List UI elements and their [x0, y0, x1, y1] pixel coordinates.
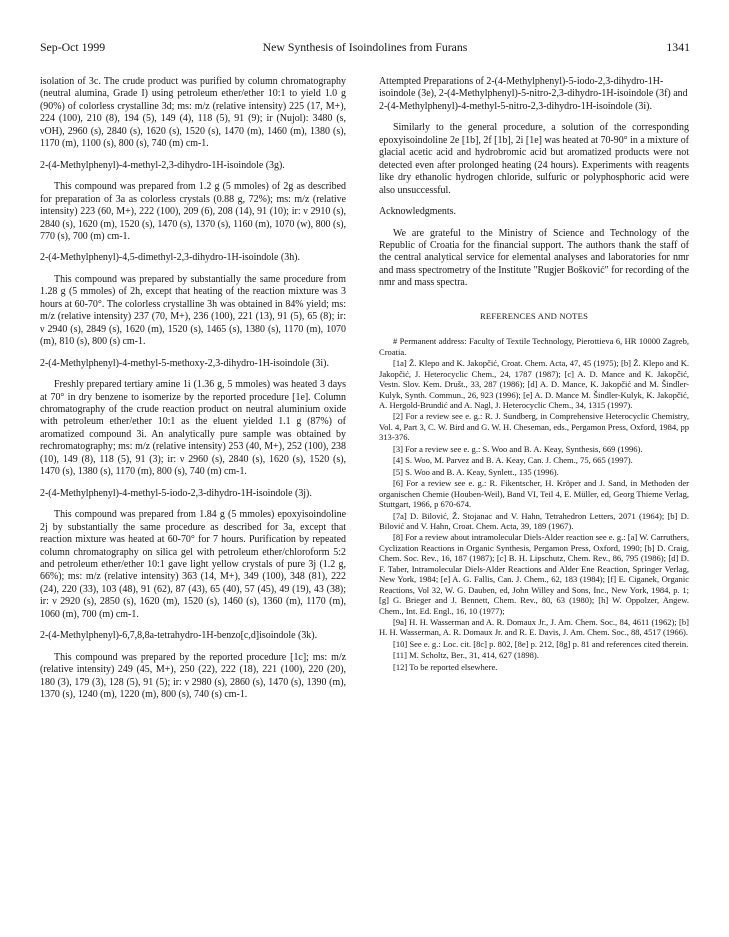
page-number: 1341 — [666, 40, 690, 54]
left-column — [40, 76, 346, 701]
reference-item: [9a] H. H. Wasserman and A. R. Domaux Jr., J. Am. Chem. Soc., 84, 4611 (1962); [b] H. H. Wasserman, A. R. Domaux Jr. and R. E. Davis, J. Am. Chem. Soc., 88, 4517 (1966). — [379, 617, 689, 638]
compound-heading-3h: 2-(4-Methylphenyl)-4,5-dimethyl-2,3-dihydro-1H-isoindole (3h). — [40, 252, 300, 264]
reference-list — [379, 336, 689, 672]
body-paragraph: Freshly prepared tertiary amine 1i (1.36 g, 5 mmoles) was heated 3 days at 70° in dry benzene to isomerize by the reported procedure [1e]. Column chromatography of the crude reaction product on neutral aluminium oxide with petroleum ether/ether 10:1 as the eluent yielded 1.1 g (87%) of aromatized compound 3i. An analytically pure sample was obtained by rechromatography; ms: m/z (relative intensity) 253 (40, M+), 252 (100), 238 (10), 149 (8), 118 (5), 91 (3); ir: ν 2960 (s), 2840 (s), 1620 (s), 1520 (s), 1470 (s), 1380 (s), 1170 (m), 800 (s), 740 (m) cm-1. — [40, 379, 346, 478]
right-column — [379, 76, 689, 672]
reference-item: [8] For a review about intramolecular Diels-Alder reaction see e. g.: [a] W. Carruthers, Cyclization Reactions in Organic Synthesis, Pergamon Press, Oxford, 1990; [b] D. Craig, Chem. Soc. Rev., 16, 187 (1987); [c] B. H. Lipschutz, Chem. Rev., 86, 795 (1986); [d] D. F. Taber, Intramolecular Diels-Alder Reactions and Alder Ene Reaction, Springer Verlag, New York, 1984; [e] A. G. Fallis, Can. J. Chem., 62, 183 (1984); [f] E. Ciganek, Organic Reactions, Vol 32, W. G. Dauben, ed, John Willey and Sons, Inc., New York, 1984, p. 1; [g] G. Brieger and J. Bennett, Chem. Rev., 80, 63 (1980); [h] W. Oppolzer, Angew. Chem., Int. Ed. Engl., 16, 10 (1977); — [379, 532, 689, 616]
body-paragraph: isolation of 3c. The crude product was purified by column chromatography (neutral alumina, Grade I) using petroleum ether/ether 10:1 to yield 1.0 g (90%) of colorless crystalline 3d; ms: m/z (relative intensity) 225 (17, M+), 224 (100), 210 (8), 194 (5), 149 (4), 118 (5), 91 (9); ir (Nujol): 3480 (s, νOH), 2960 (s), 2840 (s), 1620 (s), 1520 (s), 1470 (m), 1460 (m), 1380 (s), 1170 (m), 1100 (s), 800 (s), 740 (m) cm-1. — [40, 76, 346, 150]
reference-item: [7a] D. Bilović, Ž. Stojanac and V. Hahn, Tetrahedron Letters, 2071 (1964); [b] D. Bilović and V. Hahn, Croat. Chem. Acta, 39, 189 (1967). — [379, 510, 689, 531]
compound-heading-3g: 2-(4-Methylphenyl)-4-methyl-2,3-dihydro-1H-isoindole (3g). — [40, 159, 285, 171]
body-paragraph: This compound was prepared from 1.2 g (5 mmoles) of 2g as described for preparation of 3a as colorless crystals (0.88 g, 72%); ms: m/z (relative intensity) 223 (60, M+), 222 (100), 209 (6), 208 (14), 91 (10); ir: ν 2910 (s), 2840 (s), 1620 (m), 1520 (s), 1470 (s), 1370 (s), 1160 (m), 1070 (w), 800 (s), 770 (s), 700 (m) cm-1. — [40, 181, 346, 242]
reference-item: [4] S. Woo, M. Parvez and B. A. Keay, Can. J. Chem., 75, 665 (1997). — [393, 455, 633, 466]
reference-item: [1a] Ž. Klepo and K. Jakopčić, Croat. Chem. Acta, 47, 45 (1975); [b] Ž. Klepo and K. Jakopčić, J. Heterocyclic Chem., 24, 1787 (1987); [c] A. D. Mance and K. Jakopčić, Vestn. Slov. Kem. Društ., 33, 287 (1986); [d] A. D. Mance, K. Jakopčić and M. Šindler-Kulyk, Synth. Commun., 26, 923 (1996); [e] A. D. Mance M. Šindler-Kulyk, K. Jakopčić, A. Hergold-Brundić and A. Nagl, J. Heterocyclic Chem., 34, 1315 (1997). — [379, 358, 689, 410]
compound-heading-3k: 2-(4-Methylphenyl)-6,7,8,8a-tetrahydro-1H-benzo[c,d]isoindole (3k). — [40, 630, 318, 642]
body-paragraph: This compound was prepared by the reported procedure [1c]; ms: m/z (relative intensity) 249 (45, M+), 250 (22), 222 (18), 221 (100), 220 (20), 180 (3), 179 (3), 128 (5), 91 (5); ir: ν 2980 (s), 2860 (s), 1470 (s), 1390 (m), 1370 (s), 1240 (m), 1220 (m), 800 (s), 740 (s) cm-1. — [40, 651, 346, 701]
reference-item: [6] For a review see e. g.: R. Fikentscher, H. Kröper and J. Sand, in Methoden der organischen Chemie (Houben-Weil), Band VI, Teil 4, E. Müller, ed, Georg Thieme Verlag, Stuttgart, 1966, p 670-674. — [379, 478, 689, 510]
reference-item: # Permanent address: Faculty of Textile Technology, Pierottieva 6, HR 10000 Zagreb, Croatia. — [379, 336, 689, 357]
compound-heading-3j: 2-(4-Methylphenyl)-4-methyl-5-iodo-2,3-dihydro-1H-isoindole (3j). — [40, 487, 312, 499]
acknowledgments-heading: Acknowledgments. — [379, 206, 457, 218]
body-paragraph: This compound was prepared by substantially the same procedure from 1.28 g (5 mmoles) of 2h, except that heating of the reaction mixture was 3 hours at 60-70°. The colorless crystalline 3h was obtained in 84% yield; ms: m/z (relative intensity) 237 (70, M+), 236 (100), 221 (13), 91 (5), 65 (8); ir: ν 2940 (s), 2849 (s), 1620 (m), 1520 (s), 1465 (s), 1380 (s), 1170 (m), 1070 (m), 810 (s), 800 (s) cm-1. — [40, 273, 346, 348]
reference-item: [10] See e. g.: Loc. cit. [8c] p. 802, [8e] p. 212, [8g] p. 81 and references cited therein. — [393, 638, 689, 649]
references-title: REFERENCES AND NOTES — [479, 310, 589, 321]
issue-date: Sep-Oct 1999 — [40, 40, 106, 54]
running-header — [40, 40, 690, 56]
reference-item: [5] S. Woo and B. A. Keay, Synlett., 135 (1996). — [393, 466, 559, 477]
attempted-preparations-heading: Attempted Preparations of 2-(4-Methylphenyl)-5-iodo-2,3-dihydro-1H-isoindole (3e), 2-(4-Methylphenyl)-5-nitro-2,3-dihydro-1H-isoindole (3f) and 2-(4-Methylphenyl)-4-methyl-5-nitro-2,3-dihydro-1H-isoindole (3i). — [379, 76, 688, 112]
body-paragraph: This compound was prepared from 1.84 g (5 mmoles) epoxyisoindoline 2j by substantially the same procedure as described for 3a, except that reaction mixture was heated at 60-70° for 7 hours. Purification by repeated column chromatography on silica gel with petroleum ether/chloroform 5:2 and petroleum ether/ether 10:1 gave light yellow crystals of pure 3j (1.2 g, 66%); ms: m/z (relative intensity) 363 (14, M+), 349 (100), 348 (81), 222 (24), 220 (33), 103 (48), 91 (62), 87 (43), 65 (40), 57 (45), 49 (19), 43 (38); ir: ν 2920 (s), 2850 (s), 1620 (m), 1520 (s), 1460 (s), 1360 (m), 1170 (m), 1060 (m), 700 (m) cm-1. — [40, 509, 346, 620]
reference-item: [12] To be reported elsewhere. — [393, 661, 498, 672]
running-title: New Synthesis of Isoindolines from Furans — [262, 40, 468, 54]
reference-item: [2] For a review see e. g.: R. J. Sundberg, in Comprehensive Heterocyclic Chemistry, Vol. 4, Part 3, C. W. Bird and G. W. H. Cheseman, eds., Pergamon Press, Oxford, 1984, pp 313-376. — [379, 411, 689, 443]
body-paragraph: Similarly to the general procedure, a solution of the corresponding epoxyisoindoline 2e [1b], 2f [1b], 2i [1e] was heated at 70-90° in a mixture of glacial acetic acid and hydrobromic acid but aromatized products were not detected even after prolonged heating (24 hours). Experiments with reagents like dry ethanolic hydrogen chloride, sulfuric or polyphosphoric acid were also unsuccessful. — [379, 122, 689, 196]
reference-item: [3] For a review see e. g.: S. Woo and B. A. Keay, Synthesis, 669 (1996). — [393, 443, 643, 454]
reference-item: [11] M. Scholtz, Ber., 31, 414, 627 (1898). — [393, 650, 539, 661]
acknowledgments-body: We are grateful to the Ministry of Science and Technology of the Republic of Croatia for the financial support. The authors thank the staff of the central analytical service for elemental analyses and laboratories for nmr and mass spectrometry of the Institute "Rugjer Bošković" for recording of the nmr and mass spectra. — [379, 227, 689, 289]
compound-heading-3i: 2-(4-Methylphenyl)-4-methyl-5-methoxy-2,3-dihydro-1H-isoindole (3i). — [40, 357, 329, 369]
